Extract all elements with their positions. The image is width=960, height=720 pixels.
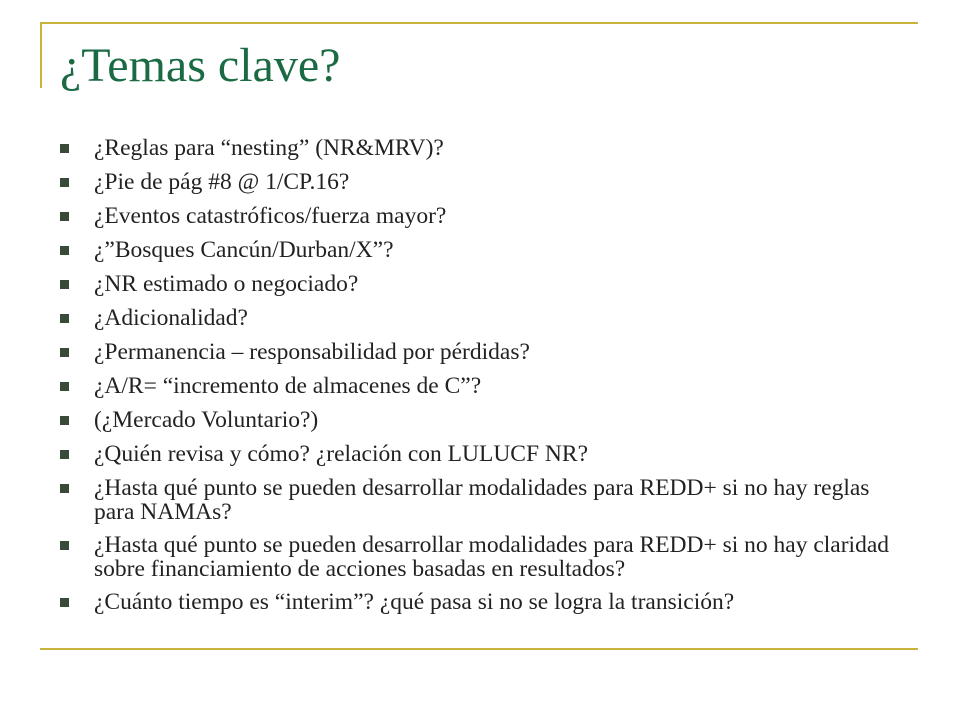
bullet-text: (¿Mercado Voluntario?)	[94, 407, 319, 433]
bullet-item	[60, 442, 910, 466]
bottom-rule	[40, 648, 918, 650]
square-bullet-icon	[60, 598, 69, 607]
bullet-text: ¿Eventos catastróficos/fuerza mayor?	[94, 203, 447, 229]
square-bullet-icon	[60, 382, 69, 391]
bullet-item	[60, 374, 910, 398]
bullet-item	[60, 306, 910, 330]
bullet-item	[60, 590, 910, 614]
left-rule	[40, 22, 42, 88]
bullet-item	[60, 272, 910, 296]
bullet-item	[60, 136, 910, 160]
bullet-text: ¿A/R= “incremento de almacenes de C”?	[94, 373, 482, 399]
square-bullet-icon	[60, 178, 69, 187]
bullet-text: ¿”Bosques Cancún/Durban/X”?	[94, 237, 394, 263]
square-bullet-icon	[60, 348, 69, 357]
bullet-text: ¿Hasta qué punto se pueden desarrollar modalidades para REDD+ si no hay claridad sobre financiamiento de acciones basadas en resultados?	[94, 532, 890, 582]
bullet-text: ¿Permanencia – responsabilidad por pérdidas?	[94, 339, 530, 365]
square-bullet-icon	[60, 212, 69, 221]
bullet-text: ¿Hasta qué punto se pueden desarrollar modalidades para REDD+ si no hay reglas para NAMAs?	[94, 475, 870, 525]
square-bullet-icon	[60, 246, 69, 255]
square-bullet-icon	[60, 280, 69, 289]
square-bullet-icon	[60, 484, 69, 493]
bullet-text: ¿Pie de pág #8 @ 1/CP.16?	[94, 169, 350, 195]
bullet-item	[60, 340, 910, 364]
square-bullet-icon	[60, 144, 69, 153]
bullet-item	[60, 533, 910, 581]
bullet-text: ¿Cuánto tiempo es “interim”? ¿qué pasa si no se logra la transición?	[94, 589, 735, 615]
bullet-item	[60, 408, 910, 432]
slide-title: ¿Temas clave?	[60, 39, 341, 92]
bullet-text: ¿NR estimado o negociado?	[94, 271, 359, 297]
square-bullet-icon	[60, 416, 69, 425]
square-bullet-icon	[60, 450, 69, 459]
bullet-item	[60, 476, 910, 524]
bullet-item	[60, 204, 910, 228]
top-rule	[42, 22, 918, 24]
bullet-text: ¿Reglas para “nesting” (NR&MRV)?	[94, 135, 444, 161]
bullet-item	[60, 238, 910, 262]
bullet-item	[60, 170, 910, 194]
square-bullet-icon	[60, 541, 69, 550]
bullet-list	[60, 136, 910, 624]
bullet-text: ¿Quién revisa y cómo? ¿relación con LULUCF NR?	[94, 441, 588, 467]
bullet-text: ¿Adicionalidad?	[94, 305, 248, 331]
square-bullet-icon	[60, 314, 69, 323]
